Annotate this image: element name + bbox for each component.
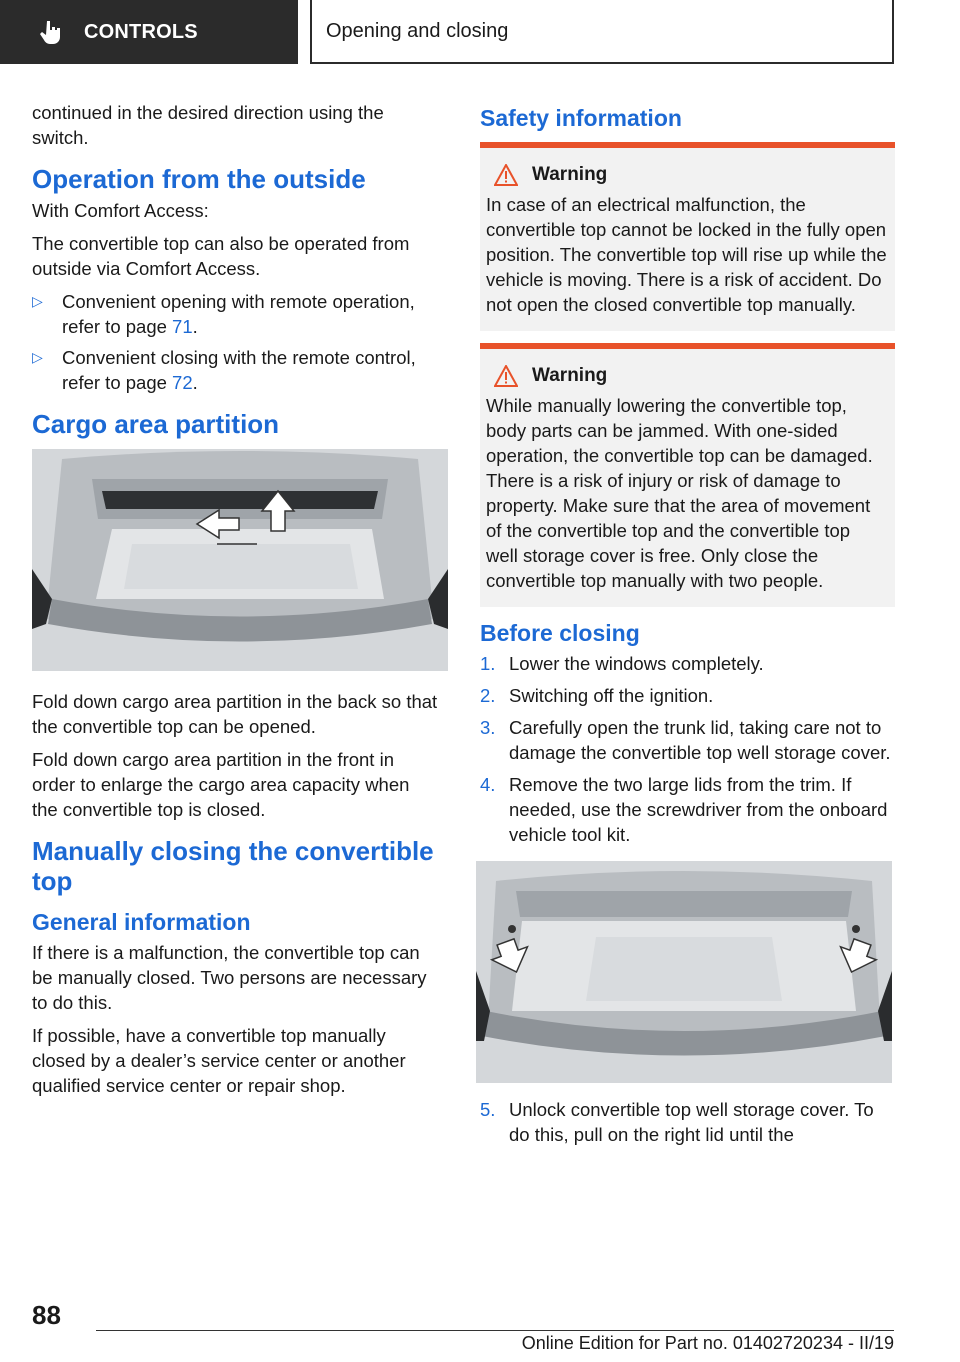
heading-operation-outside: Operation from the outside — [32, 164, 366, 194]
general-paragraph-1: If there is a malfunction, the convertible top can be manually closed. Two persons are necessary to do this. — [32, 942, 427, 1013]
comfort-access-label: With Comfort Access: — [32, 200, 209, 221]
closing-steps — [480, 651, 895, 847]
warning-box — [480, 142, 895, 331]
topic-tab — [310, 0, 894, 64]
warning-text: In case of an electrical malfunction, the convertible top cannot be locked in the fully open position. The convertible top will rise up while the vehicle is moving. There is a risk of accident. Do not open the closed convertible top manually. — [486, 194, 887, 315]
left-column — [32, 100, 440, 1106]
comfort-access-paragraph: The convertible top can also be operated from outside via Comfort Access. — [32, 233, 410, 279]
right-column — [480, 100, 895, 1154]
triangle-bullet-icon: ▷ — [32, 293, 43, 309]
topic-label: Opening and closing — [326, 19, 509, 42]
hand-pointer-icon — [38, 19, 64, 45]
list-item: ▷ Convenient opening with remote operation, refer to page 71. — [32, 291, 415, 337]
triangle-bullet-icon: ▷ — [32, 349, 43, 365]
cargo-paragraph-2: Fold down cargo area partition in the front in order to enlarge the cargo area capacity when the convertible top is closed. — [32, 749, 410, 820]
list-item: 2. Switching off the ignition. — [480, 685, 714, 706]
cargo-partition-image — [32, 449, 448, 671]
heading-general-info: General information — [32, 909, 251, 935]
footer-divider — [96, 1330, 894, 1331]
section-tab — [0, 0, 298, 64]
cargo-paragraph-1: Fold down cargo area partition in the back so that the convertible top can be opened. — [32, 691, 438, 737]
list-item: 1. Lower the windows completely. — [480, 653, 764, 674]
warning-triangle-icon — [494, 164, 518, 186]
heading-manual-closing: Manually closing the convertible top — [32, 836, 434, 896]
page-link[interactable]: 71 — [172, 316, 193, 337]
heading-safety-info: Safety information — [480, 105, 682, 131]
heading-cargo-partition: Cargo area partition — [32, 409, 280, 439]
closing-steps-continued — [480, 1097, 895, 1147]
trunk-lids-image — [476, 861, 892, 1083]
heading-before-closing: Before closing — [480, 620, 640, 646]
intro-paragraph: continued in the desired direction using the switch. — [32, 102, 384, 148]
warning-triangle-icon — [494, 365, 518, 387]
list-item: 4. Remove the two large lids from the trim. If needed, use the screwdriver from the onboard vehicle tool kit. — [480, 774, 888, 845]
edition-label: Online Edition for Part no. 01402720234 - II/19 — [521, 1333, 894, 1353]
warning-title: Warning — [486, 164, 887, 186]
comfort-access-list — [32, 289, 440, 395]
warning-box — [480, 343, 895, 607]
section-label: CONTROLS — [84, 20, 198, 43]
list-item: 5. Unlock convertible top well storage cover. To do this, pull on the right lid until the — [480, 1099, 874, 1145]
page-header — [0, 0, 960, 66]
warning-title: Warning — [486, 365, 887, 387]
page-number: 88 — [32, 1300, 61, 1330]
list-item: ▷ Convenient closing with the remote control, refer to page 72. — [32, 347, 416, 393]
page-link[interactable]: 72 — [172, 372, 193, 393]
general-paragraph-2: If possible, have a convertible top manually closed by a dealer’s service center or another qualified service center or repair shop. — [32, 1025, 406, 1096]
warning-text: While manually lowering the convertible top, body parts can be jammed. With one-sided operation, the convertible top can be damaged. There is a risk of injury or risk of damage to property. Make sure that the area of movement of the convertible top and the convertible top well storage cover is free. Only close the convertible top manually with two people. — [486, 395, 873, 591]
list-item: 3. Carefully open the trunk lid, taking care not to damage the convertible top well storage cover. — [480, 717, 891, 763]
